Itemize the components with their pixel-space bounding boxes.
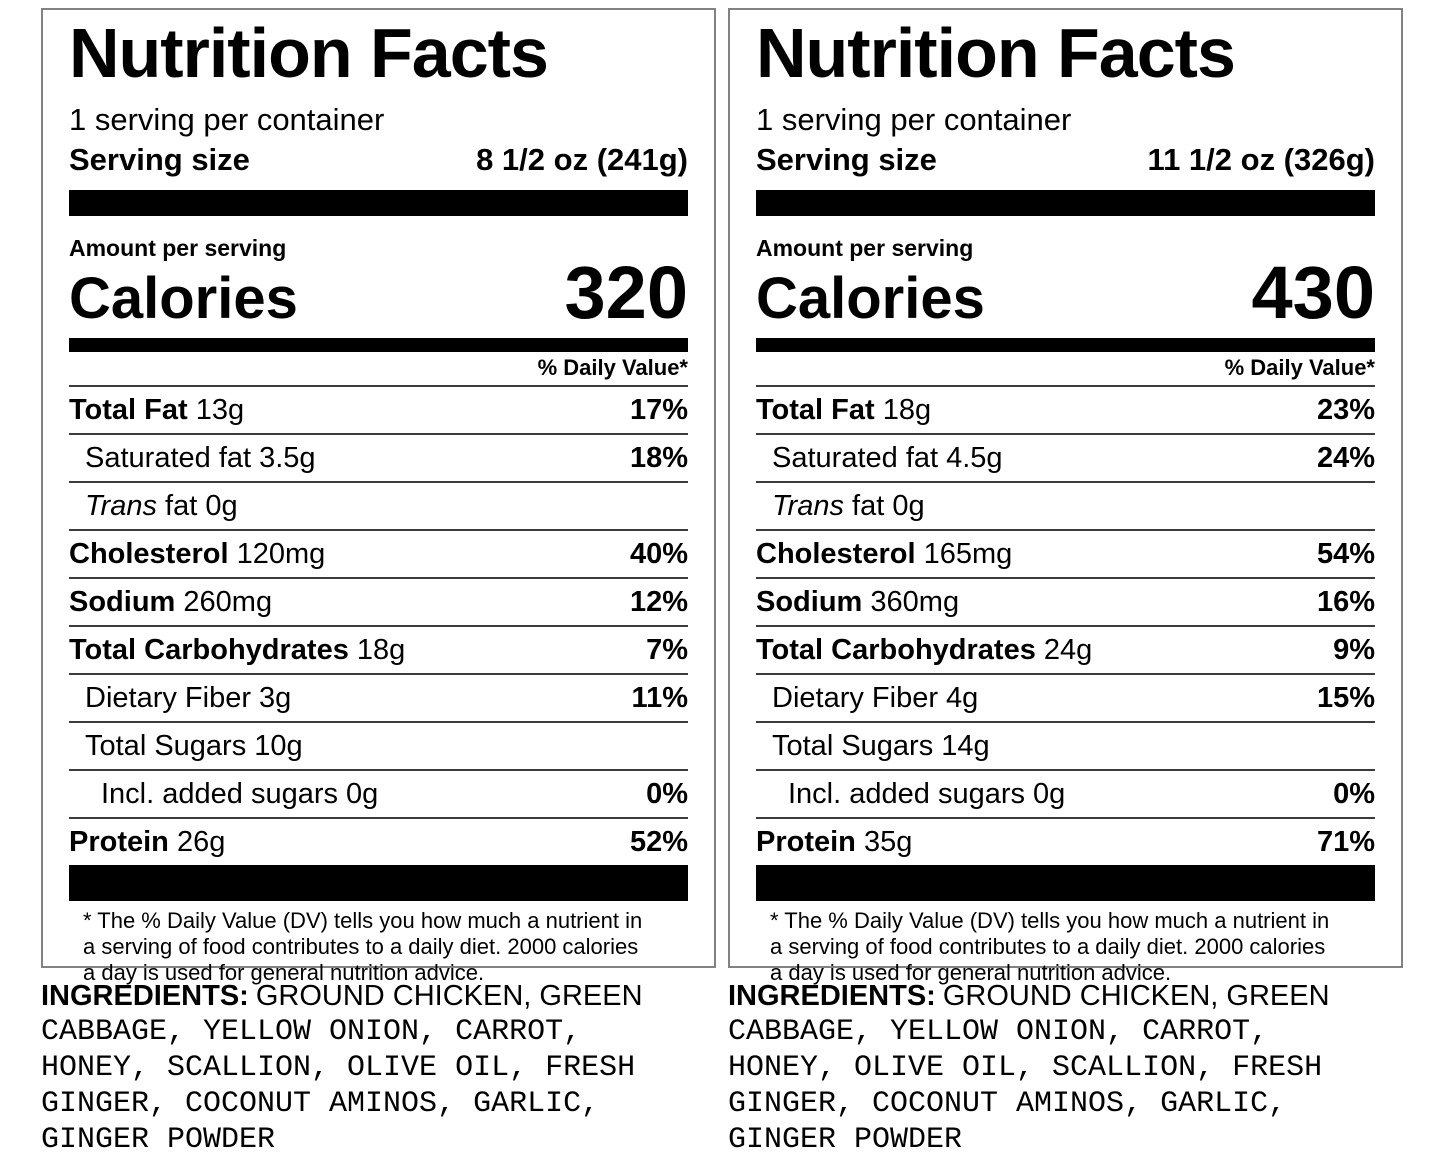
ingredients-mono-line: CABBAGE, YELLOW ONION, CARROT, bbox=[41, 1015, 582, 1049]
nutrient-name: Total Fat 13g bbox=[69, 393, 245, 426]
nutrient-name: Trans fat 0g bbox=[85, 489, 238, 522]
footnote-line: a day is used for general nutrition advice. bbox=[83, 960, 485, 985]
nutrient-rows bbox=[69, 385, 688, 865]
separator-bar-thick bbox=[69, 190, 688, 216]
nutrient-name: Sodium 260mg bbox=[69, 585, 273, 618]
nutrient-daily-value: 23% bbox=[1316, 393, 1375, 426]
ingredients-block bbox=[728, 978, 1403, 1158]
nutrient-name: Protein 26g bbox=[69, 825, 226, 858]
ingredients-mono-line: GINGER, COCONUT AMINOS, GARLIC, bbox=[728, 1087, 1287, 1121]
daily-value-header: % Daily Value* bbox=[537, 355, 688, 380]
nutrient-daily-value: 0% bbox=[1333, 777, 1375, 810]
separator-bar-medium bbox=[756, 338, 1375, 352]
separator-bar-thick-bottom bbox=[756, 865, 1375, 901]
ingredients-mono-lines bbox=[728, 1014, 1403, 1158]
footnote bbox=[756, 908, 1375, 986]
nutrient-row bbox=[756, 721, 1375, 769]
ingredients-text-sans: GROUND CHICKEN, GREEN bbox=[255, 980, 643, 1012]
nutrient-row bbox=[69, 481, 688, 529]
nutrient-daily-value: 40% bbox=[629, 537, 688, 570]
nutrient-name: Total Fat 18g bbox=[756, 393, 932, 426]
footnote-line: a day is used for general nutrition advice. bbox=[770, 960, 1172, 985]
nutrient-name: Saturated fat 3.5g bbox=[85, 441, 316, 474]
nutrient-daily-value: 7% bbox=[646, 633, 688, 666]
ingredients-block bbox=[41, 978, 716, 1158]
nutrient-daily-value: 0% bbox=[646, 777, 688, 810]
nutrient-daily-value: 9% bbox=[1333, 633, 1375, 666]
nutrient-rows bbox=[756, 385, 1375, 865]
calories-label: Calories bbox=[69, 266, 298, 331]
separator-bar-medium bbox=[69, 338, 688, 352]
ingredients-heading: INGREDIENTS: bbox=[728, 980, 936, 1012]
nutrient-row bbox=[69, 673, 688, 721]
nutrient-daily-value: 71% bbox=[1316, 825, 1375, 858]
ingredients-mono-line: GINGER, COCONUT AMINOS, GARLIC, bbox=[41, 1087, 600, 1121]
calories-value: 430 bbox=[1251, 251, 1375, 334]
calories-label: Calories bbox=[756, 266, 985, 331]
nutrient-name: Dietary Fiber 4g bbox=[772, 681, 979, 714]
separator-bar-thick bbox=[756, 190, 1375, 216]
ingredients-line bbox=[728, 978, 1403, 1014]
footnote bbox=[69, 908, 688, 986]
serving-size-row bbox=[69, 142, 688, 178]
nutrient-row bbox=[756, 481, 1375, 529]
ingredients-heading: INGREDIENTS: bbox=[41, 980, 249, 1012]
calories-row bbox=[69, 251, 688, 334]
nutrition-label-column-left bbox=[41, 8, 716, 1158]
nutrient-row bbox=[69, 625, 688, 673]
daily-value-header: % Daily Value* bbox=[1224, 355, 1375, 380]
calories-row bbox=[756, 251, 1375, 334]
nutrient-row bbox=[756, 433, 1375, 481]
nutrient-name: Total Sugars 10g bbox=[85, 729, 303, 762]
nutrient-name: Cholesterol 120mg bbox=[69, 537, 326, 570]
nutrient-name: Saturated fat 4.5g bbox=[772, 441, 1003, 474]
nutrient-daily-value: 54% bbox=[1316, 537, 1375, 570]
serving-size-row bbox=[756, 142, 1375, 178]
nutrient-name: Protein 35g bbox=[756, 825, 913, 858]
nutrient-row bbox=[756, 625, 1375, 673]
serving-size-value: 8 1/2 oz (241g) bbox=[476, 142, 688, 177]
footnote-line: a serving of food contributes to a daily diet. 2000 calories bbox=[770, 934, 1326, 959]
ingredients-mono-line: GINGER POWDER bbox=[728, 1123, 963, 1157]
nutrient-name: Incl. added sugars 0g bbox=[788, 777, 1066, 810]
nutrient-name: Cholesterol 165mg bbox=[756, 537, 1013, 570]
serving-size-value: 11 1/2 oz (326g) bbox=[1147, 142, 1375, 177]
amount-per-serving-label: Amount per serving bbox=[756, 235, 974, 261]
footnote-line: a serving of food contributes to a daily diet. 2000 calories bbox=[83, 934, 639, 959]
nutrient-daily-value: 16% bbox=[1316, 585, 1375, 618]
nutrient-name: Total Carbohydrates 24g bbox=[756, 633, 1093, 666]
ingredients-line bbox=[41, 978, 716, 1014]
footnote-line: * The % Daily Value (DV) tells you how much a nutrient in bbox=[83, 908, 643, 933]
nutrition-label-column-right bbox=[728, 8, 1403, 1158]
nutrient-row bbox=[69, 769, 688, 817]
nutrient-row bbox=[756, 385, 1375, 433]
nutrient-name: Trans fat 0g bbox=[772, 489, 925, 522]
nutrient-row bbox=[756, 769, 1375, 817]
ingredients-mono-line: GINGER POWDER bbox=[41, 1123, 276, 1157]
ingredients-mono-lines bbox=[41, 1014, 716, 1158]
nutrition-facts-panel bbox=[41, 8, 716, 985]
nutrient-row bbox=[756, 577, 1375, 625]
nutrient-name: Incl. added sugars 0g bbox=[101, 777, 379, 810]
calories-value: 320 bbox=[564, 251, 688, 334]
nutrient-row bbox=[69, 577, 688, 625]
nutrient-daily-value: 17% bbox=[629, 393, 688, 426]
nutrition-facts-title: Nutrition Facts bbox=[756, 14, 1235, 92]
nutrient-daily-value: 15% bbox=[1316, 681, 1375, 714]
servings-per-container: 1 serving per container bbox=[756, 102, 1072, 137]
nutrient-row bbox=[756, 529, 1375, 577]
nutrient-row bbox=[69, 529, 688, 577]
nutrient-row bbox=[69, 817, 688, 865]
servings-per-container: 1 serving per container bbox=[69, 102, 385, 137]
nutrient-daily-value: 11% bbox=[631, 681, 688, 714]
nutrient-name: Total Sugars 14g bbox=[772, 729, 990, 762]
serving-size-label: Serving size bbox=[756, 142, 937, 177]
nutrient-name: Sodium 360mg bbox=[756, 585, 960, 618]
nutrient-daily-value: 52% bbox=[629, 825, 688, 858]
ingredients-text-sans: GROUND CHICKEN, GREEN bbox=[942, 980, 1330, 1012]
nutrient-row bbox=[756, 817, 1375, 865]
separator-bar-thick-bottom bbox=[69, 865, 688, 901]
nutrient-row bbox=[69, 385, 688, 433]
nutrient-daily-value: 12% bbox=[629, 585, 688, 618]
nutrition-facts-panel bbox=[728, 8, 1403, 985]
nutrient-name: Dietary Fiber 3g bbox=[85, 681, 292, 714]
footnote-line: * The % Daily Value (DV) tells you how much a nutrient in bbox=[770, 908, 1330, 933]
nutrition-facts-title: Nutrition Facts bbox=[69, 14, 548, 92]
nutrient-row bbox=[69, 721, 688, 769]
nutrient-daily-value: 18% bbox=[629, 441, 688, 474]
nutrient-daily-value: 24% bbox=[1316, 441, 1375, 474]
ingredients-mono-line: HONEY, OLIVE OIL, SCALLION, FRESH bbox=[728, 1051, 1323, 1085]
amount-per-serving-label: Amount per serving bbox=[69, 235, 287, 261]
ingredients-mono-line: HONEY, SCALLION, OLIVE OIL, FRESH bbox=[41, 1051, 636, 1085]
serving-size-label: Serving size bbox=[69, 142, 250, 177]
nutrient-name: Total Carbohydrates 18g bbox=[69, 633, 406, 666]
nutrient-row bbox=[69, 433, 688, 481]
ingredients-mono-line: CABBAGE, YELLOW ONION, CARROT, bbox=[728, 1015, 1269, 1049]
nutrient-row bbox=[756, 673, 1375, 721]
